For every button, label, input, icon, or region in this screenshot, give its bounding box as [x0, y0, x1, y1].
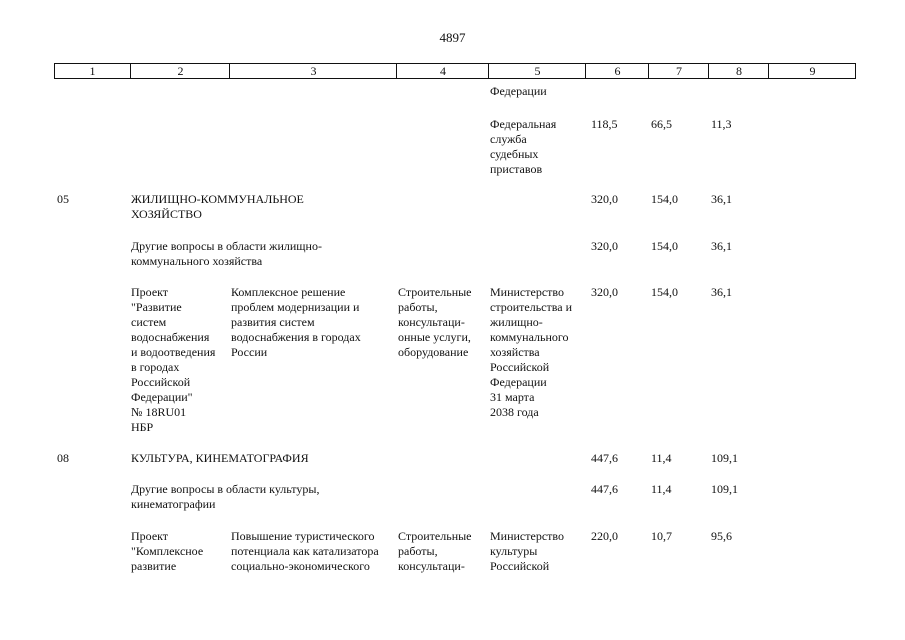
amount-cell: 320,0 [591, 192, 618, 206]
column-number: 3 [229, 64, 397, 78]
project-works-cell: Строительные работы, консультаци- [398, 529, 472, 573]
amount-cell: 109,1 [711, 451, 738, 465]
column-number: 7 [648, 64, 709, 78]
agency-cell: Федерации [490, 84, 547, 98]
project-works-cell: Строительные работы, консультаци- онные услуги, оборудование [398, 285, 472, 359]
amount-cell: 36,1 [711, 192, 732, 206]
amount-cell: 220,0 [591, 529, 618, 543]
amount-cell: 320,0 [591, 239, 618, 253]
column-number: 6 [585, 64, 649, 78]
amount-cell: 154,0 [651, 192, 678, 206]
amount-cell: 11,3 [711, 117, 732, 131]
column-number: 4 [396, 64, 489, 78]
amount-cell: 118,5 [591, 117, 618, 131]
amount-cell: 154,0 [651, 239, 678, 253]
amount-cell: 36,1 [711, 285, 732, 299]
project-goal-cell: Повышение туристического потенциала как катализатора социально-экономического [231, 529, 379, 573]
column-number: 9 [768, 64, 856, 78]
column-number: 5 [488, 64, 586, 78]
project-goal-cell: Комплексное решение проблем модернизации и развития систем водоснабжения в городах России [231, 285, 361, 359]
column-number: 8 [708, 64, 769, 78]
amount-cell: 10,7 [651, 529, 672, 543]
section-code: 05 [57, 192, 69, 206]
section-title: ЖИЛИЩНО-КОММУНАЛЬНОЕ ХОЗЯЙСТВО [131, 192, 304, 221]
amount-cell: 95,6 [711, 529, 732, 543]
amount-cell: 36,1 [711, 239, 732, 253]
column-number-header [54, 63, 856, 79]
page-number: 4897 [439, 30, 466, 45]
column-number: 2 [130, 64, 230, 78]
subsection-title: Другие вопросы в области жилищно- коммунального хозяйства [131, 239, 322, 268]
project-name-cell: Проект "Комплексное развитие [131, 529, 204, 573]
amount-cell: 109,1 [711, 482, 738, 496]
agency-cell: Федеральная служба судебных приставов [490, 117, 557, 176]
section-code: 08 [57, 451, 69, 465]
amount-cell: 154,0 [651, 285, 678, 299]
amount-cell: 11,4 [651, 451, 672, 465]
amount-cell: 447,6 [591, 482, 618, 496]
section-title: КУЛЬТУРА, КИНЕМАТОГРАФИЯ [131, 451, 309, 465]
project-name-cell: Проект "Развитие систем водоснабжения и водоотведения в городах Российской Федерации" № 18RU01 НБР [131, 285, 216, 434]
amount-cell: 66,5 [651, 117, 672, 131]
column-number: 1 [89, 64, 96, 78]
amount-cell: 447,6 [591, 451, 618, 465]
amount-cell: 11,4 [651, 482, 672, 496]
amount-cell: 320,0 [591, 285, 618, 299]
agency-cell: Министерство культуры Российской [490, 529, 564, 573]
subsection-title: Другие вопросы в области культуры, кинематографии [131, 482, 320, 511]
agency-cell: Министерство строительства и жилищно- коммунального хозяйства Российской Федерации 31 марта 2038 года [490, 285, 572, 419]
